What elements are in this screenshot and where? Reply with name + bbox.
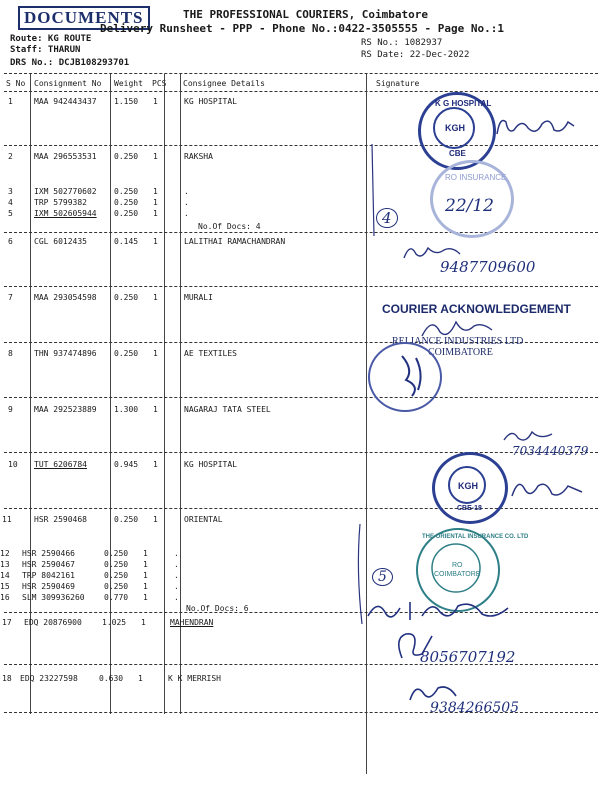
- row-pcs: 1: [143, 549, 148, 558]
- reliance-line-2: COIMBATORE: [428, 347, 493, 358]
- row-divider: [4, 232, 598, 233]
- row-sno: 13: [0, 560, 10, 569]
- column-header-divider: [4, 91, 598, 92]
- row-consignee: .: [174, 549, 179, 558]
- row-weight: 0.250: [114, 349, 139, 358]
- drs-number: DRS No.: DCJB108293701: [10, 58, 130, 68]
- col-signature: Signature: [376, 79, 420, 88]
- seal-city: CBE-18: [457, 505, 482, 512]
- handwritten-phone-3: 8056707192: [420, 648, 516, 666]
- row-consignment: HSR 2590468: [34, 515, 87, 524]
- row-pcs: 1: [153, 349, 158, 358]
- row-pcs: 1: [153, 209, 158, 218]
- courier-ack-title: COURIER ACKNOWLEDGEMENT: [382, 302, 571, 316]
- col-sep-3: [164, 74, 165, 714]
- row-sno: 17: [2, 618, 12, 627]
- seal-name: K G HOSPITAL: [435, 99, 492, 108]
- row-sno: 12: [0, 549, 10, 558]
- rs-date: RS Date: 22-Dec-2022: [361, 50, 470, 60]
- row-weight: 0.250: [114, 515, 139, 524]
- docs-count-note: No.Of Docs: 6: [186, 604, 249, 613]
- handwritten-phone-4: 9384266505: [430, 700, 520, 716]
- row-divider: [4, 508, 598, 509]
- row-consignee: KG HOSPITAL: [184, 97, 237, 106]
- row-consignment: MAA 292523889: [34, 405, 97, 414]
- docs-count-note: No.Of Docs: 4: [198, 222, 261, 231]
- row-weight: 0.945: [114, 460, 139, 469]
- row-consignment: TRP 8042161: [22, 571, 75, 580]
- row-consignment: TRP 5799382: [34, 198, 87, 207]
- handwritten-four: 4: [376, 208, 398, 228]
- row-weight: 1.300: [114, 405, 139, 414]
- row-sno: 18: [2, 674, 12, 683]
- row-consignment: MAA 296553531: [34, 152, 97, 161]
- row-sno: 10: [8, 460, 18, 469]
- row-consignee: .: [184, 209, 189, 218]
- row-pcs: 1: [153, 97, 158, 106]
- row-consignment: MAA 942443437: [34, 97, 97, 106]
- col-sno: S No: [6, 79, 26, 88]
- row-divider: [4, 397, 598, 398]
- row-weight: 0.250: [114, 187, 139, 196]
- rs-number: RS No.: 1082937: [361, 38, 443, 48]
- row-consignee: .: [184, 198, 189, 207]
- row-pcs: 1: [153, 405, 158, 414]
- row-pcs: 1: [153, 460, 158, 469]
- row-consignment: THN 937474896: [34, 349, 97, 358]
- row-consignee: NAGARAJ TATA STEEL: [184, 405, 271, 414]
- row-pcs: 1: [141, 618, 146, 627]
- row-consignment: EDQ 23227598: [20, 674, 78, 683]
- seal-code: KGH: [445, 123, 465, 133]
- row-consignment: MAA 293054598: [34, 293, 97, 302]
- row-consignment: SLM 309936260: [22, 593, 85, 602]
- row-sno: 9: [8, 405, 13, 414]
- row-pcs: 1: [143, 571, 148, 580]
- row-sno: 3: [8, 187, 13, 196]
- row-divider: [4, 452, 598, 453]
- signature-scribble: [394, 350, 434, 400]
- route-label: Route: KG ROUTE: [10, 34, 92, 44]
- seal-city: CBE: [449, 149, 466, 158]
- signature-scribble: [508, 476, 588, 504]
- row-pcs: 1: [143, 582, 148, 591]
- header-divider: [4, 73, 598, 74]
- row-weight: 0.770: [104, 593, 129, 602]
- row-pcs: 1: [153, 152, 158, 161]
- row-consignee: AE TEXTILES: [184, 349, 237, 358]
- seal-city: COIMBATORE: [434, 571, 481, 578]
- handwritten-phone-2: 7034440379: [512, 444, 589, 458]
- row-consignment: HSR 2590466: [22, 549, 75, 558]
- row-consignment: IXM 502605944: [34, 209, 97, 218]
- col-consignee: Consignee Details: [183, 79, 265, 88]
- row-consignee: K K MERRISH: [168, 674, 221, 683]
- row-consignee: RAKSHA: [184, 152, 213, 161]
- seal-text: RO INSURANCE: [445, 173, 507, 182]
- row-consignee: MURALI: [184, 293, 213, 302]
- staff-label: Staff: THARUN: [10, 45, 81, 55]
- row-weight: 0.250: [104, 560, 129, 569]
- row-pcs: 1: [153, 293, 158, 302]
- row-weight: 0.250: [114, 293, 139, 302]
- row-consignment: HSR 2590469: [22, 582, 75, 591]
- row-weight: 1.150: [114, 97, 139, 106]
- handwritten-date: 22/12: [445, 196, 494, 216]
- row-pcs: 1: [153, 515, 158, 524]
- signature-scribble: [362, 596, 522, 626]
- row-sno: 11: [2, 515, 12, 524]
- kg-hospital-seal: [432, 452, 508, 524]
- row-sno: 1: [8, 97, 13, 106]
- row-pcs: 1: [143, 560, 148, 569]
- seal-code: KGH: [458, 481, 478, 491]
- row-consignment: TUT 6206784: [34, 460, 87, 469]
- row-weight: 0.630: [99, 674, 124, 683]
- row-consignment: EDQ 20876900: [24, 618, 82, 627]
- company-name: THE PROFESSIONAL COURIERS, Coimbatore: [183, 8, 429, 21]
- row-weight: 0.250: [114, 198, 139, 207]
- row-weight: 0.250: [114, 209, 139, 218]
- col-consignment: Consignment No: [34, 79, 102, 88]
- row-consignee: KG HOSPITAL: [184, 460, 237, 469]
- row-consignment: CGL 6012435: [34, 237, 87, 246]
- row-sno: 15: [0, 582, 10, 591]
- row-consignment: HSR 2590467: [22, 560, 75, 569]
- row-consignee: ORIENTAL: [184, 515, 223, 524]
- row-sno: 14: [0, 571, 10, 580]
- signature-scribble: [352, 520, 372, 630]
- col-pcs: PCS: [152, 79, 167, 88]
- row-sno: 7: [8, 293, 13, 302]
- row-sno: 6: [8, 237, 13, 246]
- row-sno: 8: [8, 349, 13, 358]
- seal-ro: RO: [452, 562, 463, 569]
- row-sno: 4: [8, 198, 13, 207]
- signature-scribble: [500, 426, 560, 446]
- row-consignee: LALITHAI RAMACHANDRAN: [184, 237, 286, 246]
- signature-scribble: [492, 112, 582, 142]
- row-divider: [4, 286, 598, 287]
- row-consignee: .: [174, 560, 179, 569]
- row-pcs: 1: [153, 187, 158, 196]
- row-weight: 0.250: [104, 582, 129, 591]
- row-pcs: 1: [153, 198, 158, 207]
- seal-ring-text: THE ORIENTAL INSURANCE CO. LTD: [422, 534, 529, 540]
- row-sno: 5: [8, 209, 13, 218]
- row-consignment: IXM 502770602: [34, 187, 97, 196]
- row-weight: 1.025: [102, 618, 127, 627]
- reliance-line-1: RELIANCE INDUSTRIES LTD: [392, 336, 524, 347]
- signature-scribble: [366, 140, 386, 240]
- col-weight: Weight: [114, 79, 143, 88]
- row-consignee: .: [174, 582, 179, 591]
- row-consignee: .: [184, 187, 189, 196]
- documents-stamp: DOCUMENTS: [18, 6, 150, 30]
- row-weight: 0.250: [114, 152, 139, 161]
- row-sno: 2: [8, 152, 13, 161]
- row-consignee: .: [174, 571, 179, 580]
- row-divider: [4, 145, 598, 146]
- handwritten-five: 5: [372, 568, 393, 586]
- runsheet-title: Delivery Runsheet - PPP - Phone No.:0422-3505555 - Page No.:1: [100, 22, 504, 35]
- row-sno: 16: [0, 593, 10, 602]
- row-pcs: 1: [153, 237, 158, 246]
- row-consignee: .: [174, 593, 179, 602]
- row-weight: 0.250: [104, 549, 129, 558]
- row-pcs: 1: [138, 674, 143, 683]
- row-pcs: 1: [143, 593, 148, 602]
- row-weight: 0.250: [104, 571, 129, 580]
- handwritten-phone-1: 9487709600: [440, 258, 536, 276]
- row-weight: 0.145: [114, 237, 139, 246]
- kg-hospital-seal: [418, 92, 496, 170]
- row-consignee: MAHENDRAN: [170, 618, 214, 627]
